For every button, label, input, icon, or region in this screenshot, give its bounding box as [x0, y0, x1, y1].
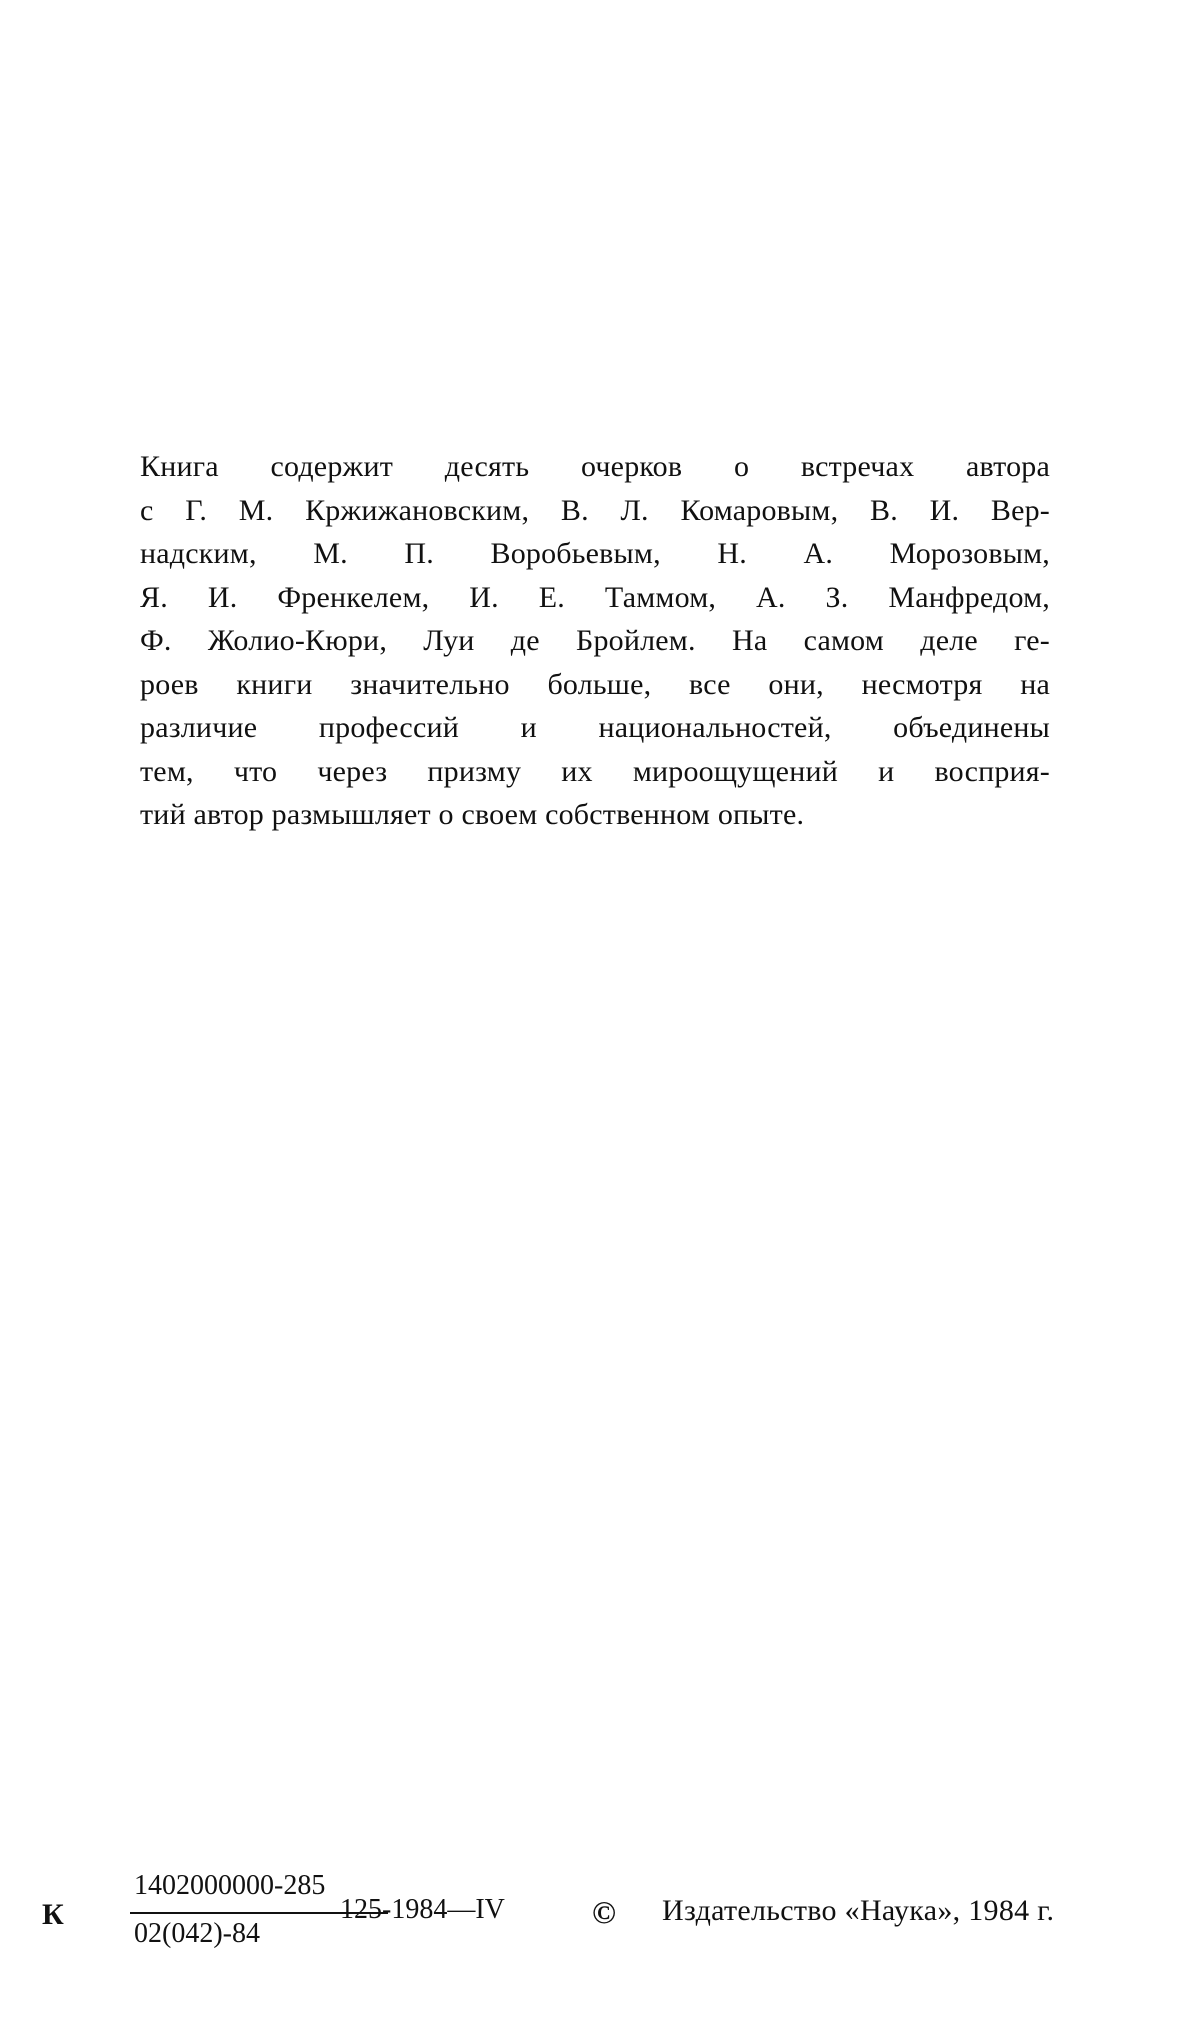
publisher-line: Издательство «Наука», 1984 г.: [662, 1894, 1055, 1927]
imprint-index-letter: К: [42, 1898, 64, 1931]
annotation-line: с Г. М. Кржижановским, В. Л. Комаровым, В. И. Вер-: [140, 493, 1050, 527]
annotation-line: Книга содержит десять очерков о встречах автора: [140, 450, 1050, 483]
annotation-line: роев книги значительно больше, все они, несмотря на: [140, 667, 1050, 701]
book-annotation: [140, 445, 1050, 837]
annotation-line: различие профессий и национальностей, объединены: [140, 711, 1050, 744]
imprint-numerator: 1402000000-285: [134, 1870, 326, 1901]
annotation-line: тем, что через призму их мироощущений и восприя-: [140, 754, 1050, 788]
publication-imprint: [42, 1870, 1162, 1970]
copyright-icon: ©: [592, 1894, 616, 1930]
imprint-code-suffix: 125-1984—IV: [340, 1894, 505, 1925]
annotation-line: Я. И. Френкелем, И. Е. Таммом, А. З. Манфредом,: [140, 580, 1050, 614]
annotation-line: тий автор размышляет о своем собственном опыте.: [140, 798, 805, 831]
imprint-denominator: 02(042)-84: [134, 1918, 260, 1949]
annotation-line: Ф. Жолио-Кюри, Луи де Бройлем. На самом деле ге-: [140, 624, 1050, 657]
annotation-line: надским, М. П. Воробьевым, Н. А. Морозовым,: [140, 537, 1050, 570]
